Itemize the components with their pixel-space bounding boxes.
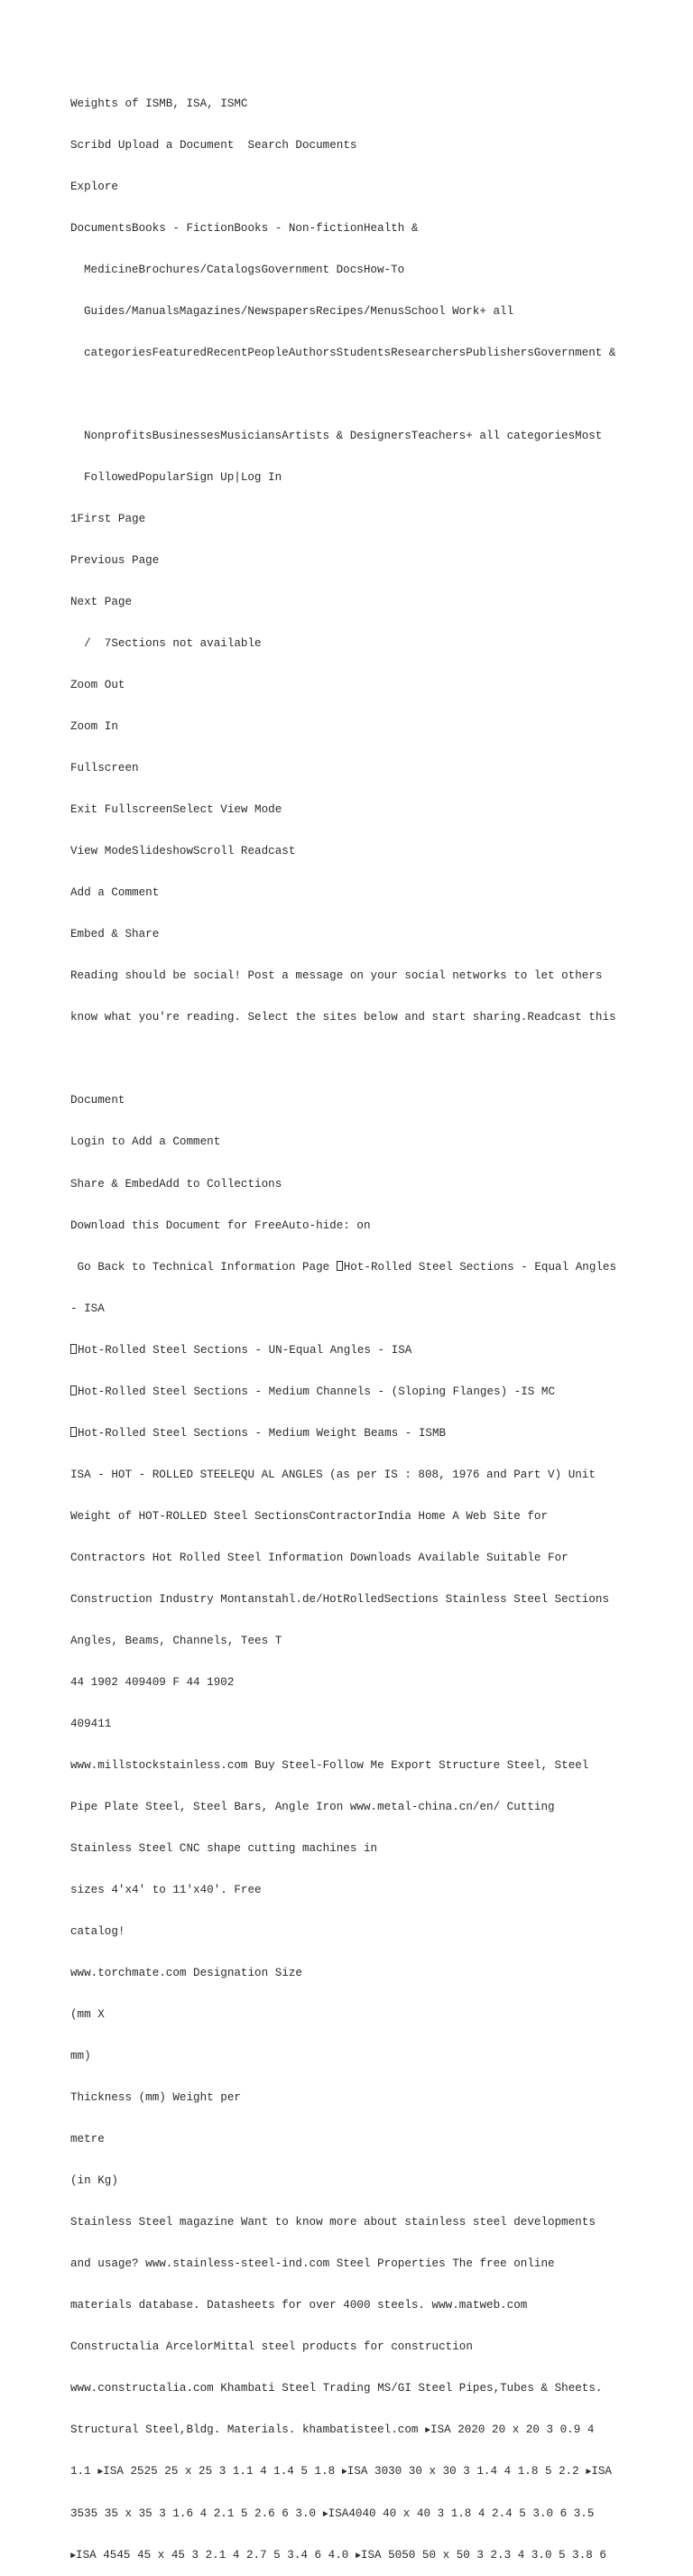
isa-row: 3535 35 x 35 3 1.6 4 2.1 5 2.6 6 3.0 [70, 2507, 323, 2520]
body-text: Contractors Hot Rolled Steel Information Downloads Available Suitable For [70, 1551, 568, 1564]
body-text: 409411 [70, 1717, 112, 1730]
body-text-segment: Structural Steel,Bldg. Materials. khambatisteel.com [70, 2423, 425, 2437]
page-count-sections: / 7Sections not available [70, 637, 262, 651]
next-page-button[interactable]: Next Page [70, 596, 133, 609]
spacer [70, 1052, 648, 1066]
social-prompt-text: Document [70, 1094, 125, 1107]
download-document-link[interactable]: Download this Document for FreeAuto-hide: on [70, 1219, 371, 1232]
arrow-icon: ► [322, 2509, 328, 2520]
body-text: www.constructalia.com Khambati Steel Trading MS/GI Steel Pipes,Tubes & Sheets. [70, 2382, 603, 2395]
medium-channels-link[interactable]: Hot-Rolled Steel Sections - Medium Channels - (Sloping Flanges) -IS MC [78, 1385, 556, 1398]
broken-image-icon [70, 1385, 77, 1395]
document-text [70, 69, 648, 2576]
body-text: metre [70, 2133, 105, 2146]
previous-page-button[interactable]: Previous Page [70, 554, 160, 568]
upload-document-link[interactable]: Upload a Document [117, 138, 235, 152]
category-links-line[interactable]: NonprofitsBusinessesMusiciansArtists & DesignersTeachers+ all categoriesMost [84, 429, 603, 442]
arrow-icon: ► [70, 2551, 77, 2562]
body-text: and usage? www.stainless-steel-ind.com Steel Properties The free online [70, 2257, 555, 2271]
beams-line [70, 1427, 648, 1441]
body-text: mm) [70, 2050, 91, 2063]
isa-row: 1.1 [70, 2465, 98, 2479]
broken-image-icon [337, 1261, 343, 1271]
body-text: www.millstockstainless.com Buy Steel-Follow Me Export Structure Steel, Steel [70, 1758, 589, 1772]
body-text: Constructalia ArcelorMittal steel products for construction [70, 2340, 473, 2354]
equal-angles-link-cont[interactable]: - ISA [70, 1302, 105, 1315]
explore-menu[interactable]: Explore [70, 180, 118, 193]
body-text: (in Kg) [70, 2174, 118, 2188]
login-comment-link[interactable]: Login to Add a Comment [70, 1135, 221, 1149]
body-text: (mm X [70, 2008, 105, 2022]
signup-login-links[interactable]: FollowedPopularSign Up|Log In [84, 470, 282, 484]
isa-row: ISA 4545 45 x 45 3 2.1 4 2.7 5 3.4 6 4.0 [76, 2548, 356, 2562]
isa-row: ISA 5050 50 x 50 3 2.3 4 3.0 5 3.8 6 [360, 2548, 606, 2562]
body-text: Stainless Steel CNC shape cutting machines in [70, 1842, 378, 1855]
body-text: Pipe Plate Steel, Steel Bars, Angle Iron www.metal-china.cn/en/ Cutting [70, 1800, 555, 1813]
isa-row: ISA4040 40 x 40 3 1.8 4 2.4 5 3.0 6 3.5 [328, 2507, 595, 2520]
share-embed-collections[interactable]: Share & EmbedAdd to Collections [70, 1177, 282, 1191]
body-text: sizes 4'x4' to 11'x40'. Free [70, 1884, 262, 1897]
arrow-icon: ► [355, 2551, 361, 2562]
body-text [70, 2549, 648, 2562]
top-nav [70, 139, 648, 153]
go-back-link[interactable]: Go Back to Technical Information Page [70, 1260, 337, 1274]
zoom-out-button[interactable]: Zoom Out [70, 679, 125, 692]
body-text: Construction Industry Montanstahl.de/HotRolledSections Stainless Steel Sections [70, 1592, 610, 1606]
first-page-button[interactable]: 1First Page [70, 513, 146, 525]
category-links-line[interactable]: DocumentsBooks - FictionBooks - Non-fictionHealth & [70, 221, 419, 235]
body-text: materials database. Datasheets for over 4000 steels. www.matweb.com [70, 2299, 528, 2312]
body-text: catalog! [70, 1925, 125, 1939]
arrow-icon: ► [341, 2468, 347, 2479]
body-text: www.torchmate.com Designation Size [70, 1967, 302, 1980]
social-prompt-text: Reading should be social! Post a message on your social networks to let others [70, 969, 603, 983]
spacer [70, 388, 648, 402]
social-prompt-text: know what you're reading. Select the sites below and start sharing.Readcast this [70, 1011, 616, 1024]
page-title: Weights of ISMB, ISA, ISMC [70, 97, 248, 110]
go-back-line [70, 1261, 648, 1274]
body-text [70, 2507, 648, 2521]
fullscreen-button[interactable]: Fullscreen [70, 762, 139, 775]
channels-line [70, 1385, 648, 1399]
isa-row: ISA 2525 25 x 25 3 1.1 4 1.4 5 1.8 [103, 2465, 342, 2479]
embed-share-button[interactable]: Embed & Share [70, 928, 160, 941]
body-text: ISA - HOT - ROLLED STEELEQU AL ANGLES (as per IS : 808, 1976 and Part V) Unit [70, 1468, 596, 1481]
arrow-icon: ► [586, 2468, 592, 2479]
equal-angles-link[interactable]: Hot-Rolled Steel Sections - Equal Angles [343, 1260, 617, 1274]
exit-fullscreen-button[interactable]: Exit FullscreenSelect View Mode [70, 803, 282, 817]
body-text: Stainless Steel magazine Want to know more about stainless steel developments [70, 2216, 596, 2229]
body-text: Thickness (mm) Weight per [70, 2091, 241, 2105]
isa-row: ISA 3030 30 x 30 3 1.4 4 1.8 5 2.2 [346, 2465, 587, 2479]
zoom-in-button[interactable]: Zoom In [70, 720, 118, 734]
broken-image-icon [70, 1344, 77, 1354]
body-text [70, 2423, 648, 2437]
medium-beams-link[interactable]: Hot-Rolled Steel Sections - Medium Weight Beams - ISMB [78, 1426, 447, 1440]
view-mode-options[interactable]: View ModeSlideshowScroll Readcast [70, 845, 296, 858]
body-text: Weight of HOT-ROLLED Steel SectionsContractorIndia Home A Web Site for [70, 1509, 549, 1523]
isa-row: ISA 2020 20 x 20 3 0.9 4 [430, 2423, 595, 2437]
unequal-angles-link[interactable]: Hot-Rolled Steel Sections - UN-Equal Angles - ISA [78, 1343, 412, 1357]
body-text: 44 1902 409409 F 44 1902 [70, 1675, 235, 1689]
arrow-icon: ► [425, 2426, 431, 2437]
category-links-line[interactable]: Guides/ManualsMagazines/NewspapersRecipes/MenusSchool Work+ all [84, 304, 514, 318]
search-documents-link[interactable]: Search Documents [247, 138, 357, 152]
unequal-angles-line [70, 1344, 648, 1357]
category-links-line[interactable]: categoriesFeaturedRecentPeopleAuthorsStudentsResearchersPublishersGovernment & [84, 346, 616, 359]
body-text: Angles, Beams, Channels, Tees T [70, 1634, 282, 1647]
add-comment-button[interactable]: Add a Comment [70, 886, 160, 900]
broken-image-icon [70, 1427, 77, 1437]
category-links-line[interactable]: MedicineBrochures/CatalogsGovernment DocsHow-To [84, 263, 405, 276]
scribd-home-link[interactable]: Scribd [70, 138, 112, 152]
body-text [70, 2465, 648, 2479]
arrow-icon: ► [97, 2468, 104, 2479]
isa-row: ISA [591, 2465, 612, 2479]
